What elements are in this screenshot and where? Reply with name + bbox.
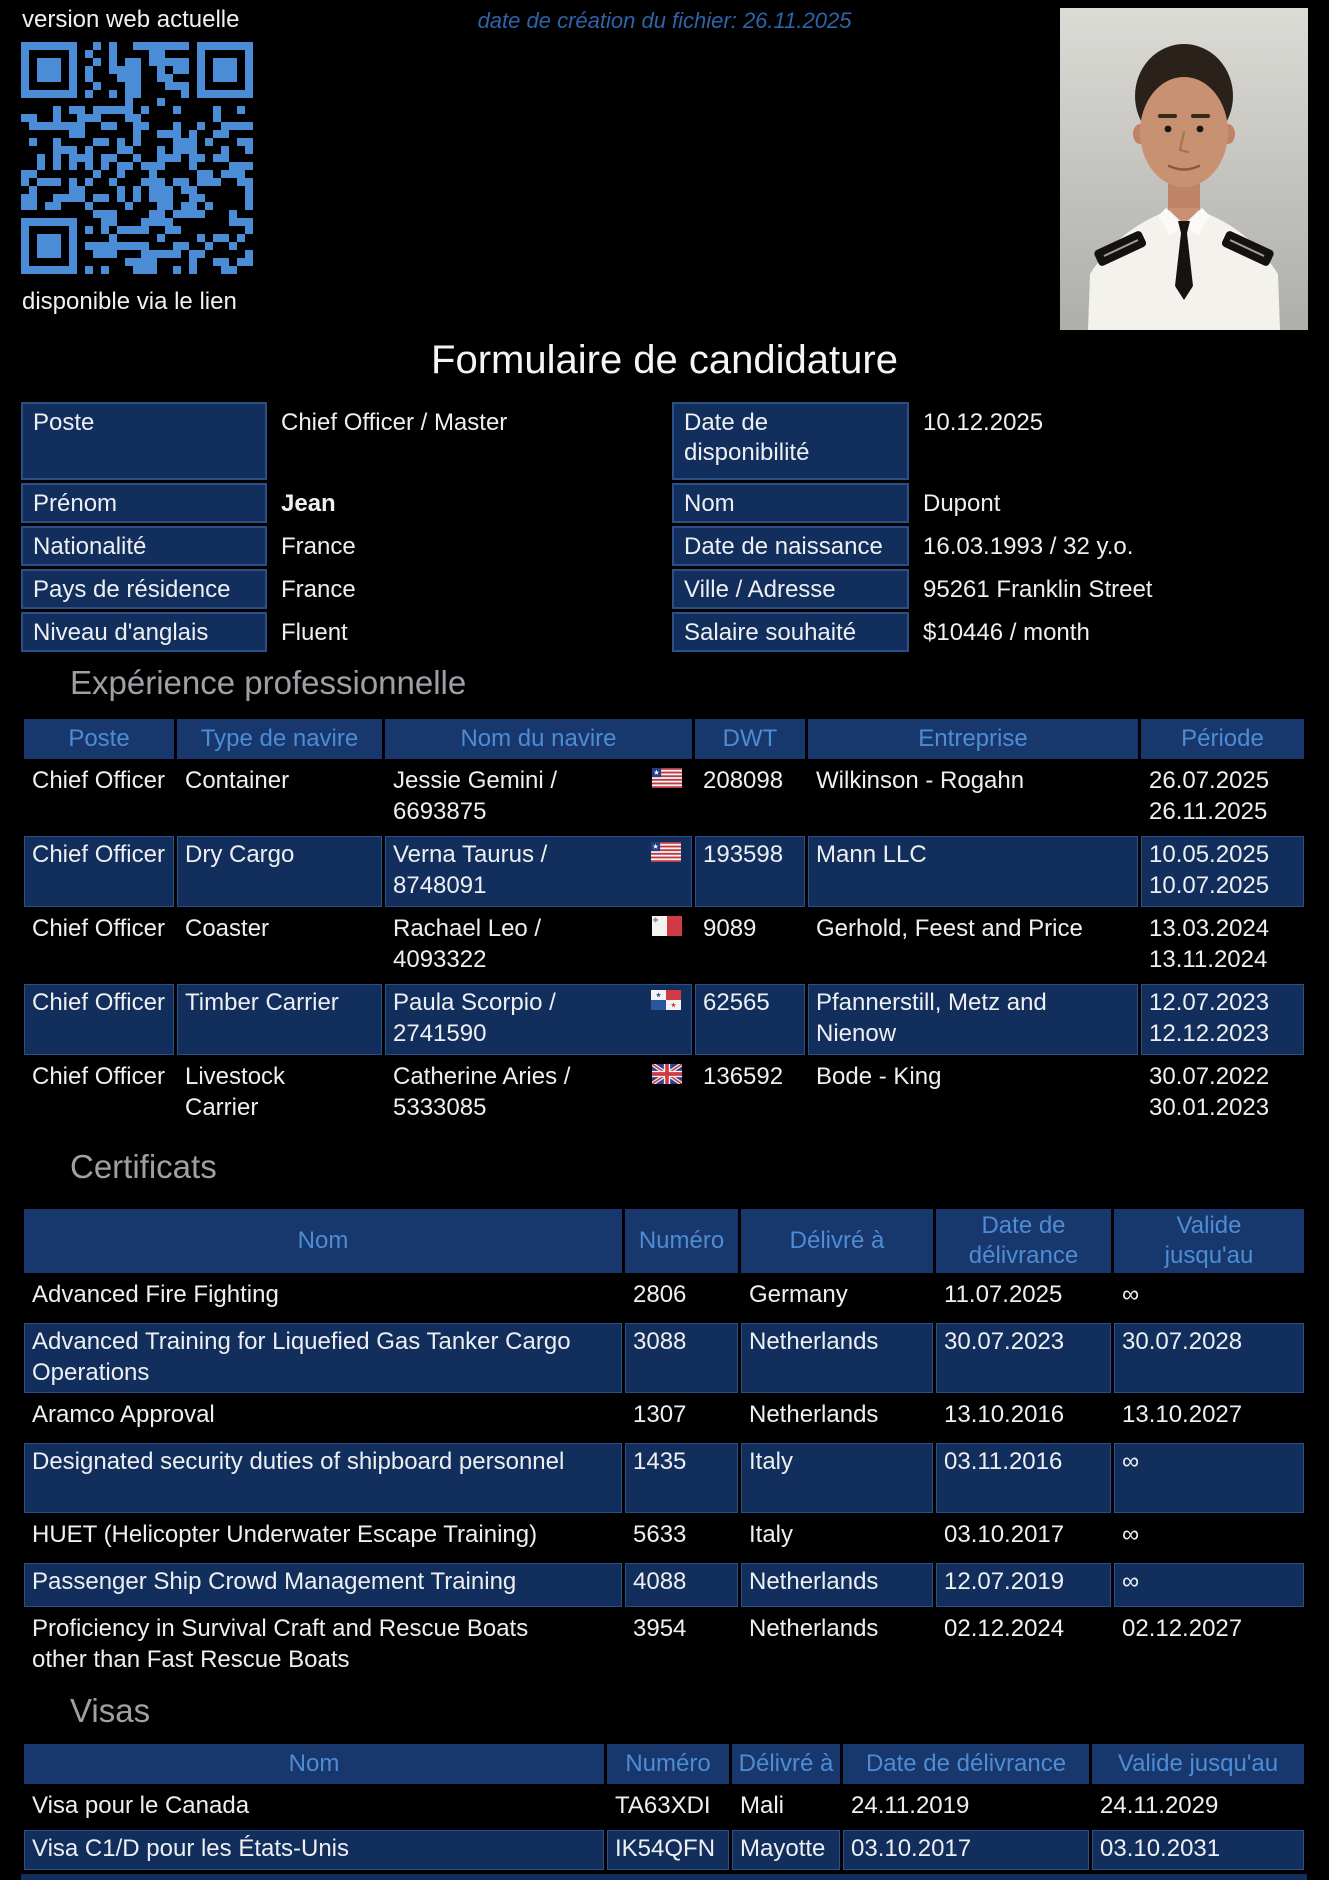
malta-flag-icon [652, 916, 682, 936]
field-value: Jean [281, 490, 336, 517]
cell-entreprise: Gerhold, Feest and Price [816, 915, 1083, 942]
certificats-table-header [24, 1209, 1304, 1273]
page-title: Formulaire de candidature [431, 338, 898, 382]
cell-nom: Passenger Ship Crowd Management Training [24, 1563, 622, 1607]
cell-dwt: 193598 [695, 836, 805, 907]
field-label: Niveau d'anglais [21, 612, 267, 652]
periode-to: 26.11.2025 [1149, 797, 1268, 825]
certificat-row [24, 1323, 1304, 1393]
liberia-flag-icon [652, 768, 682, 788]
cell-nom: HUET (Helicopter Underwater Escape Training) [32, 1521, 538, 1548]
cell-delivre: Mayotte [732, 1830, 840, 1870]
cell-valide: 03.10.2031 [1092, 1830, 1304, 1870]
field-poste [21, 402, 661, 480]
col-valide-jusquau: Valide jusqu'au [1114, 1209, 1304, 1273]
field-label: Nom [672, 483, 909, 523]
experience-row [24, 836, 1304, 907]
personal-info-left [21, 402, 661, 655]
periode-to: 30.01.2023 [1149, 1093, 1270, 1121]
panama-flag-icon [651, 990, 681, 1010]
cell-entreprise: Wilkinson - Rogahn [816, 767, 1025, 794]
cell-type: Livestock Carrier [185, 1063, 286, 1121]
ship-name: Paula Scorpio / 2741590 [393, 989, 556, 1047]
cell-nom: Designated security duties of shipboard personnel [24, 1443, 622, 1513]
cell-periode [1141, 836, 1304, 907]
col-numero: Numéro [607, 1744, 729, 1784]
field-ville-adresse [672, 569, 1322, 609]
field-niveau-anglais [21, 612, 661, 652]
cell-date: 02.12.2024 [944, 1615, 1065, 1642]
visas-heading: Visas [70, 1692, 151, 1729]
certificats-table [21, 1206, 1307, 1683]
field-value: Chief Officer / Master [281, 409, 508, 436]
candidate-photo [1060, 8, 1308, 330]
cell-nom: Aramco Approval [32, 1401, 215, 1428]
cell-periode [1141, 910, 1304, 981]
col-nom-navire: Nom du navire [385, 719, 692, 759]
periode-from: 12.07.2023 [1149, 989, 1270, 1016]
cell-dwt: 136592 [703, 1063, 784, 1090]
certificats-heading: Certificats [70, 1148, 217, 1185]
cell-periode [1141, 762, 1304, 833]
cell-date: 12.07.2019 [936, 1563, 1111, 1607]
field-label: Pays de résidence [21, 569, 267, 609]
cell-numero: 1307 [633, 1401, 687, 1428]
periode-from: 26.07.2025 [1149, 767, 1270, 794]
cell-type: Container [185, 767, 290, 794]
cell-numero: 1435 [625, 1443, 738, 1513]
experience-table [21, 716, 1307, 1132]
cell-nom: Visa pour le Canada [32, 1792, 250, 1819]
visas-table-header [24, 1744, 1304, 1784]
ship-name: Rachael Leo / 4093322 [393, 915, 542, 973]
cell-nom: Advanced Fire Fighting [32, 1281, 279, 1308]
certificat-row [24, 1276, 1304, 1320]
cell-valide: ∞ [1114, 1563, 1304, 1607]
col-type-navire: Type de navire [177, 719, 382, 759]
cell-valide: ∞ [1114, 1443, 1304, 1513]
cell-valide: 02.12.2027 [1122, 1615, 1243, 1642]
col-delivre-a: Délivré à [732, 1744, 840, 1784]
cell-periode [1141, 984, 1304, 1055]
certificat-row [24, 1563, 1304, 1607]
col-entreprise: Entreprise [808, 719, 1138, 759]
cell-valide: 13.10.2027 [1122, 1401, 1243, 1428]
col-numero: Numéro [625, 1209, 738, 1273]
cell-navire [385, 836, 692, 907]
cell-poste: Chief Officer [24, 836, 174, 907]
cell-type: Coaster [185, 915, 270, 942]
cell-numero: 2806 [633, 1281, 687, 1308]
qr-code-icon [21, 42, 261, 282]
cell-delivre: Netherlands [749, 1401, 879, 1428]
periode-to: 12.12.2023 [1149, 1019, 1270, 1047]
cell-poste: Chief Officer [32, 767, 165, 794]
ship-name: Verna Taurus / 8748091 [393, 841, 548, 899]
next-row-partial-strip [21, 1874, 1307, 1880]
field-value: France [281, 576, 356, 603]
cell-delivre: Netherlands [741, 1323, 933, 1393]
col-nom: Nom [24, 1744, 604, 1784]
visa-row [24, 1830, 1304, 1870]
cell-poste: Chief Officer [32, 1063, 165, 1090]
personal-info-right [672, 402, 1322, 655]
cell-date: 03.10.2017 [843, 1830, 1089, 1870]
field-value: France [281, 533, 356, 560]
certificat-row [24, 1610, 1304, 1680]
cell-valide: 30.07.2028 [1114, 1323, 1304, 1393]
periode-from: 10.05.2025 [1149, 841, 1270, 868]
periode-from: 13.03.2024 [1149, 915, 1270, 942]
cell-valide: ∞ [1122, 1521, 1140, 1548]
cell-date: 24.11.2019 [851, 1792, 970, 1819]
cell-valide: 24.11.2029 [1100, 1792, 1219, 1819]
field-label: Ville / Adresse [672, 569, 909, 609]
cell-numero: IK54QFN [607, 1830, 729, 1870]
cell-dwt: 208098 [703, 767, 784, 794]
cell-navire [385, 762, 692, 833]
cell-navire [385, 1058, 692, 1129]
field-label: Date de naissance [672, 526, 909, 566]
certificat-row [24, 1443, 1304, 1513]
field-label: Poste [21, 402, 267, 480]
cell-navire [385, 910, 692, 981]
visas-table [21, 1741, 1307, 1873]
certificat-row [24, 1516, 1304, 1560]
field-nom [672, 483, 1322, 523]
cell-nom: Visa C1/D pour les États-Unis [24, 1830, 604, 1870]
cell-numero: TA63XDI [615, 1792, 711, 1819]
cell-poste: Chief Officer [32, 915, 165, 942]
periode-to: 10.07.2025 [1149, 871, 1270, 899]
liberia-flag-icon [651, 842, 681, 862]
cell-delivre: Germany [749, 1281, 848, 1308]
experience-row [24, 762, 1304, 833]
col-date-delivrance: Date de délivrance [843, 1744, 1089, 1784]
field-value: Fluent [281, 619, 348, 646]
cell-delivre: Mali [740, 1792, 785, 1819]
cell-navire [385, 984, 692, 1055]
visa-row [24, 1787, 1304, 1827]
col-nom: Nom [24, 1209, 622, 1273]
field-nationalite [21, 526, 661, 566]
experience-table-header [24, 719, 1304, 759]
cell-delivre: Netherlands [741, 1563, 933, 1607]
cell-date: 30.07.2023 [936, 1323, 1111, 1393]
field-label: Prénom [21, 483, 267, 523]
field-value: 16.03.1993 / 32 y.o. [923, 533, 1134, 560]
cell-nom: Advanced Training for Liquefied Gas Tanker Cargo Operations [24, 1323, 622, 1393]
experience-row [24, 984, 1304, 1055]
qr-caption-top: version web actuelle [22, 6, 240, 33]
field-prenom [21, 483, 661, 523]
cell-date: 03.11.2016 [936, 1443, 1111, 1513]
cell-delivre: Italy [741, 1443, 933, 1513]
certificat-row [24, 1396, 1304, 1440]
uk-flag-icon [652, 1064, 682, 1084]
cell-type: Dry Cargo [177, 836, 382, 907]
field-value: 95261 Franklin Street [923, 576, 1153, 603]
col-periode: Période [1141, 719, 1304, 759]
field-value: $10446 / month [923, 619, 1090, 646]
cell-date: 03.10.2017 [944, 1521, 1065, 1548]
periode-to: 13.11.2024 [1149, 945, 1268, 973]
file-creation-date: date de création du fichier: 26.11.2025 [477, 8, 852, 33]
field-salaire [672, 612, 1322, 652]
cell-numero: 5633 [633, 1521, 687, 1548]
field-date-naissance [672, 526, 1322, 566]
cell-entreprise: Pfannerstill, Metz and Nienow [808, 984, 1138, 1055]
cell-delivre: Italy [749, 1521, 794, 1548]
field-date-disponibilite [672, 402, 1322, 480]
cell-numero: 4088 [625, 1563, 738, 1607]
cell-entreprise: Bode - King [816, 1063, 942, 1090]
ship-name: Jessie Gemini / 6693875 [393, 767, 558, 825]
periode-from: 30.07.2022 [1149, 1063, 1270, 1090]
col-valide-jusquau: Valide jusqu'au [1092, 1744, 1304, 1784]
cell-numero: 3954 [633, 1615, 687, 1642]
cell-poste: Chief Officer [24, 984, 174, 1055]
field-value: 10.12.2025 [923, 409, 1044, 436]
field-label: Date de disponibilité [672, 402, 909, 480]
experience-row [24, 910, 1304, 981]
candidate-portrait-icon [1060, 8, 1308, 330]
field-label: Salaire souhaité [672, 612, 909, 652]
cell-date: 13.10.2016 [944, 1401, 1065, 1428]
cell-nom: Proficiency in Survival Craft and Rescue Boats other than Fast Rescue Boats [32, 1615, 529, 1673]
cell-delivre: Netherlands [749, 1615, 879, 1642]
cell-type: Timber Carrier [177, 984, 382, 1055]
ship-name: Catherine Aries / 5333085 [393, 1063, 571, 1121]
col-poste: Poste [24, 719, 174, 759]
cell-valide: ∞ [1122, 1281, 1140, 1308]
col-dwt: DWT [695, 719, 805, 759]
cell-date: 11.07.2025 [944, 1281, 1063, 1308]
cell-numero: 3088 [625, 1323, 738, 1393]
qr-caption-bottom: disponible via le lien [22, 288, 237, 315]
cell-dwt: 62565 [695, 984, 805, 1055]
cell-periode [1141, 1058, 1304, 1129]
cell-dwt: 9089 [703, 915, 757, 942]
field-label: Nationalité [21, 526, 267, 566]
col-date-delivrance: Date de délivrance [936, 1209, 1111, 1273]
field-pays-residence [21, 569, 661, 609]
experience-row [24, 1058, 1304, 1129]
cell-entreprise: Mann LLC [808, 836, 1138, 907]
qr-code-svg [21, 42, 261, 282]
field-value: Dupont [923, 490, 1001, 517]
col-delivre-a: Délivré à [741, 1209, 933, 1273]
experience-heading: Expérience professionnelle [70, 664, 467, 701]
